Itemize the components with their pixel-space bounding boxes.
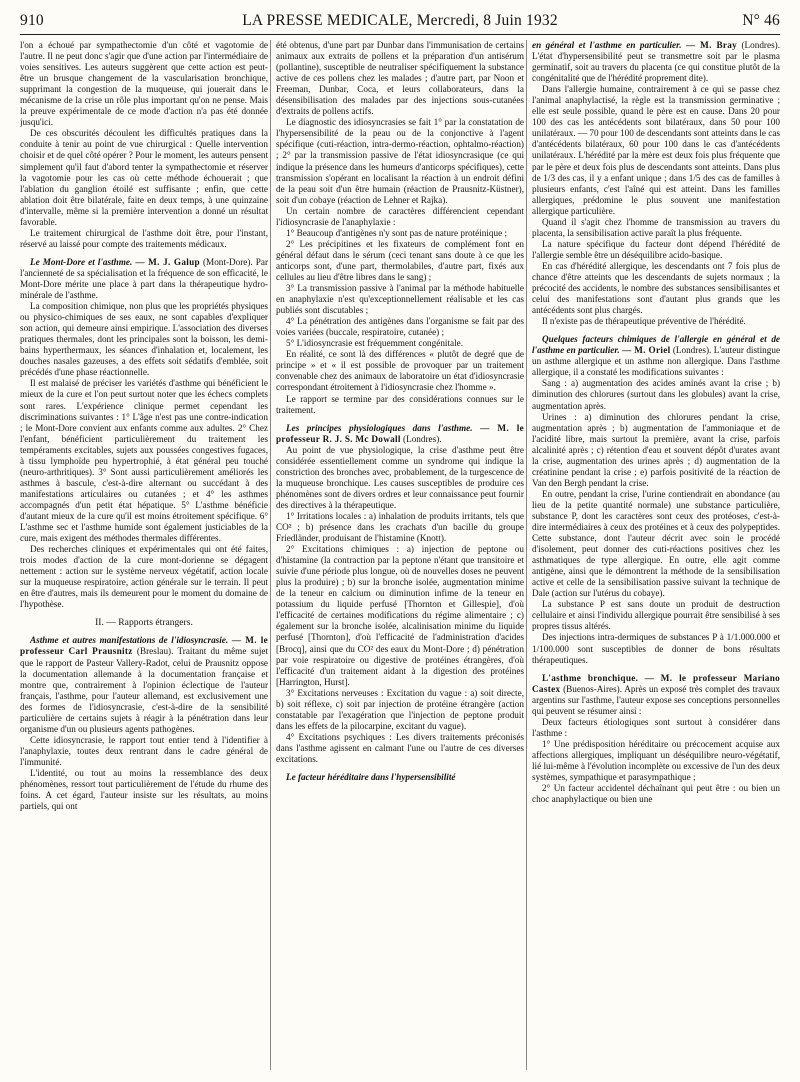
page-number: 910 <box>20 12 44 29</box>
paragraph: 1° Irritations locales : a) inhalation de produits irritants, tels que CO² ; b) présence dans les crachats d'un bacille du groupe Friedländer, produisant de l'histamine (Knott). <box>276 510 524 544</box>
paragraph: (Breslau). Traitant du même sujet que le rapport de Pasteur Vallery-Radot, celui de Prausnitz oppose la documentation allemande à la documentation française et montre que, contrairement à l'opinion éclectique de l'auteur français, l'asthme, pour l'auteur allemand, est exclusivement une des formes de l'idiosyncrasie, c'est-à-dire de la sensibilité particulière de certains sujets à réagir à la pénétration dans leur organisme d'un ou plusieurs agents pathogènes. <box>20 646 268 734</box>
paragraph: l'on a échoué par sympathectomie d'un côté et vagotomie de l'autre. Il ne peut donc s'agir que d'une action par l'intermédiaire de voies sensitives. Les auteurs suggèrent que cette action est peut-être un brusque changement de la vascularisation bronchique, supprimant la congestion de la muqueuse, qui jouerait dans le mécanisme de la crise un rôle plus important qu'on ne pense. Mais la preuve expérimentale de ce mode d'action n'a pas été donnée jusqu'ici. <box>20 40 268 128</box>
paragraph: Quand il s'agit chez l'homme de transmission au travers du placenta, la sensibilisation active paraît la plus fréquente. <box>532 216 780 238</box>
article-author: — M. le professeur R. J. S. Mc Dowall <box>276 422 524 444</box>
paragraph: L'identité, ou tout au moins la ressemblance des deux phénomènes, ressort tout particulièrement de l'étude du rhume des foins. A cet égard, l'auteur insiste sur les résultats, au moins partiels, qui ont <box>20 768 268 812</box>
paragraph: Urines : a) diminution des chlorures pendant la crise, augmentation après ; b) augmentation de l'ammoniaque et de l'acidité libre, mais surtout la première, avant la crise, parfois alcalinité après ; c) rétention d'eau et souvent dépôt d'urates avant la crise, augmentation des urines après ; d) augmentation de la créatinine pendant la crise ; e) parfois positivité de la réaction de Van den Bergh pendant la crise. <box>532 411 780 488</box>
column-right <box>532 40 780 1074</box>
paragraph: De ces obscurités découlent les difficultés pratiques dans la conduite à tenir au point de vue chirurgical : Quelle intervention choisir et de quel côté opérer ? Pour le moment, les auteurs pensent simplement qu'il faut d'abord tenter la sympathectomie et réserver la vagotomie pour les cas où cette méthode échouerait ; que l'ablation du ganglion étoilé est suffisante ; enfin, que cette ablation doit être bilatérale, faite en deux temps, à une quinzaine d'intervalle, même si la première intervention a donné un résultat favorable. <box>20 128 268 227</box>
article-place: (Londres). <box>403 433 442 444</box>
article-author: — M. J. Galup <box>135 256 200 267</box>
paragraph: Au point de vue physiologique, la crise d'asthme peut être considérée essentiellement comme un syndrome qui indique la constriction des bronches avec, probablement, de la turgescence de la muqueuse bronchique. Les causes susceptibles de produire ces phénomènes sont de divers ordres et leur connaissance peut fournir des directives à la thérapeutique. <box>276 444 524 510</box>
paragraph: 5° L'idiosyncrasie est fréquemment congénitale. <box>286 338 464 349</box>
column-divider <box>270 40 271 1070</box>
paragraph: (Mont-Dore). Par l'ancienneté de sa spécialisation et la fréquence de son efficacité, le Mont-Dore mérite une place à part dans la thérapeutique hydro-minérale de l'asthme. <box>20 256 268 301</box>
article-heading-mc-dowall <box>276 423 524 445</box>
article-author: — M. Bray <box>685 40 738 50</box>
article-author: — M. le professeur Mariano Castex <box>532 672 780 694</box>
article-heading-castex <box>532 673 780 717</box>
paragraph: (Buenos-Aires). Après un exposé très complet des travaux argentins sur l'asthme, l'auteur expose ses conceptions personnelles qui peuvent se résumer ainsi : <box>532 683 780 716</box>
article-author: — M. Oriel <box>622 345 671 356</box>
column-divider <box>526 40 527 1070</box>
paragraph: Le rapport se termine par des considérations connues sur le traitement. <box>276 393 524 415</box>
paragraph: 1° Beaucoup d'antigènes n'y sont pas de nature protéinique ; <box>286 227 508 238</box>
paragraph: 4° La pénétration des antigènes dans l'organisme se fait par des voies variées (buccale, respiratoire, cutanée) ; <box>276 316 524 338</box>
paragraph: 1° Une prédisposition héréditaire ou précocement acquise aux affections allergiques, impliquant un déséquilibre neuro-végétatif, lié lui-même à l'évolution incomplète ou excessive de l'un des deux systèmes, sympathique et parasympathique ; <box>532 738 780 783</box>
article-title: Quelques facteurs chimiques de l'allergie en général et de l'asthme en particulier. <box>532 334 780 356</box>
paragraph: 3° La transmission passive à l'animal par la méthode habituelle en anaphylaxie n'est qu'exceptionnellement réalisable et les cas publiés sont discutables ; <box>276 283 524 316</box>
article-heading-prausnitz <box>20 635 268 734</box>
paragraph: 3° Excitations nerveuses : Excitation du vague : a) soit directe, b) soit réflexe, c) soit par injection de protéine étrangère (action constatable par l'exagération que l'injection de peptone produit dans les effets de la pilocarpine, excitant du vague). <box>276 687 524 731</box>
article-title: Le Mont-Dore et l'asthme. <box>30 256 133 267</box>
article-heading-hereditaire <box>276 772 524 783</box>
article-title: Asthme et autres manifestations de l'idiosyncrasie. <box>30 635 229 646</box>
article-heading-mont-dore <box>20 257 268 301</box>
article-title: L'asthme bronchique. <box>542 672 639 683</box>
article-title: Les principes physiologiques dans l'asthme. <box>286 422 473 433</box>
journal-title: LA PRESSE MEDICALE, Mercredi, 8 Juin 1932 <box>242 12 558 29</box>
section-heading: II. — Rapports étrangers. <box>95 617 193 629</box>
paragraph: 4° Excitations psychiques : Les divers traitements préconisés dans l'asthme agissent en calmant l'une ou l'autre de ces diverses excitations. <box>276 731 524 764</box>
column-left <box>20 40 268 1074</box>
paragraph: Il est malaisé de préciser les variétés d'asthme qui bénéficient le mieux de la cure et l'on peut surtout noter que les échecs complets sont rares. L'expérience clinique permet cependant les discriminations suivantes : 1° L'âge n'est pas une contre-indication ; le Mont-Dore convient aux enfants comme aux adultes. 2° Chez l'enfant, bénéficient particulièrement du traitement les tempéraments excitables, sujets aux poussées congestives fugaces, à tissu lymphoïde peu hypertrophié, à état général peu touché (neuro-arthritiques). 3° Sont aussi particulièrement améliorés les asthmes à bascule, c'est-à-dire alternant ou succédant à des manifestations articulaires ou cutanées ; et 4° les asthmes accompagnés d'un petit état hépatique. 5° L'asthme bénéficie d'autant mieux de la cure qu'il est moins étroitement spécifique. 6° L'asthme sec et l'asthme humide sont également justiciables de la cure, mais exigent des méthodes thermales différentes. <box>20 378 268 544</box>
paragraph: Des injections intra-dermiques de substances P à 1/1.000.000 et 1/100.000 sont susceptibles de donner de bons résultats thérapeutiques. <box>532 632 780 665</box>
article-heading-oriel <box>532 334 780 378</box>
paragraph: Le traitement chirurgical de l'asthme doit être, pour l'instant, réservé au laissé pour compte des traitements médicaux. <box>20 227 268 249</box>
page-header <box>20 12 780 36</box>
paragraph: été obtenus, d'une part par Dunbar dans l'immunisation de certains animaux aux extraits de pollens et la préparation d'un antisérum (pollantine), susceptible de neutraliser spécifiquement la substance active de ces pollens chez les malades ; d'autre part, par Noon et Freeman, Dunbar, Coca, et leurs collaborateurs, dans la désensibilisation des malades par des injections sous-cutanées d'extraits de pollens actifs. <box>276 40 524 117</box>
paragraph: En outre, pendant la crise, l'urine contiendrait en abondance (au lieu de la petite quantité normale) une substance particulière, substance P, dont les caractères sont ceux des protéoses, c'est-à-dire intermédiaires à ceux des protéines et à ceux des polypeptides. Cette substance, dont l'auteur décrit avec soin le procédé d'isolement, peut donner des cuti-réactions positives chez les asthmatiques de type allergique. En outre, elle agit comme antigène, ainsi que le démontrent la méthode de la sensibilisation active et celle de la sensibilisation passive suivant la technique de Dale (action sur l'utérus du cobaye). <box>532 488 780 599</box>
paragraph: Un certain nombre de caractères différencient cependant l'idiosyncrasie de l'anaphylaxie : <box>276 205 524 227</box>
paragraph: (Londres). L'auteur distingue un asthme allergique et un asthme non allergique. Dans l'asthme allergique, il a constaté les modifications suivantes : <box>532 345 780 378</box>
paragraph: La composition chimique, non plus que les propriétés physiques ou physico-chimiques de ses eaux, ne sont capables d'expliquer son action, qui demeure ainsi empirique. L'association des diverses pratiques thermales, dont les principales sont la boisson, les demi-bains hyperthermaux, les séances d'inhalation et, localement, les douches nasales gazeuses, a des effets soit sédatifs d'emblée, soit précédés d'une phase réactionnelle. <box>20 301 268 378</box>
paragraph: 2° Un facteur accidentel déchaînant qui peut être : ou bien un choc anaphylactique ou bien une <box>532 783 780 805</box>
paragraph: Deux facteurs étiologiques sont surtout à considérer dans l'asthme : <box>532 716 780 738</box>
paragraph: (Londres). L'état d'hypersensibilité peut se transmettre soit par le plasma germinatif, soit au travers du placenta (ce qui constitue plutôt de la congénitalité que de l'hérédité proprement dite). <box>532 40 780 84</box>
paragraph: Dans l'allergie humaine, contrairement à ce qui se passe chez l'animal anaphylactisé, la règle est la transmission germinative ; elle est seule possible, quand le père est en cause. Dans 20 pour 100 des cas les antécédents sont bilatéraux, dans 50 pour 100 unilatéraux. — 70 pour 100 de descendants sont atteints dans le cas d'antécédents bilatéraux, 60 pour 100 dans le cas d'antécédents unilatéraux. L'hérédité par la mère est deux fois plus fréquente que par le père et deux fois plus de descendants sont atteints. Dans plus de 1/3 des cas, il y a enfant unique ; dans 1/5 des cas de familles à plusieurs enfants, c'est l'aîné qui est atteint. Dans les familles allergiques, prédomine le plus souvent une manifestation allergique particulière. <box>532 84 780 216</box>
article-heading-bray <box>532 40 780 84</box>
paragraph: Il n'existe pas de thérapeutique préventive de l'hérédité. <box>542 316 746 327</box>
paragraph: En cas d'hérédité allergique, les descendants ont 7 fois plus de chance d'être atteints que les descendants de sujets normaux ; la précocité des accidents, le nombre des substances sensibilisantes et celui des manifestations sont d'autant plus grands que les antécédents sont plus chargés. <box>532 260 780 316</box>
article-title: en général et l'asthme en particulier. <box>532 40 682 50</box>
paragraph: Cette idiosyncrasie, le rapport tout entier tend à l'identifier à l'anaphylaxie, toutes deux rentrant dans le cadre général de l'immunité. <box>20 734 268 767</box>
issue-number: N° 46 <box>742 12 780 29</box>
paragraph: 2° Excitations chimiques : a) injection de peptone ou d'histamine (la contraction par la peptone n'étant que transitoire et suivie d'une période plus longue, où de nouvelles doses ne peuvent plus la produire) ; b) sur la bronche isolée, augmentation minime de la teneur en calcium ou diminution infime de la teneur en potassium du liquide perfusé [Thornton et Gillespie], d'où l'efficacité de certaines modifications du régime alimentaire ; c) également sur la bronche isolée, alcalinisation minime du liquide perfusé [Thornton], d'où l'efficacité de l'administration d'acides [Brocq], ainsi que du CO² des eaux du Mont-Dore ; d) pénétration par voie respiratoire ou digestive de protéines étrangères, d'où l'efficacité d'un traitement aidant à la digestion des protéines [Harrington, Hurst]. <box>276 544 524 687</box>
paragraph: 2° Les précipitines et les fixateurs de complément font en général défaut dans le sérum (ceci tenant sans doute à ce que les anticorps sont, d'une part, thermolabiles, d'autre part, fixés aux cellules au lieu d'être libres dans le sang) ; <box>276 238 524 282</box>
header-rule <box>20 34 780 35</box>
paragraph: Le diagnostic des idiosyncrasies se fait 1° par la constatation de l'hypersensibilité de la peau ou de la conjonctive à l'agent spécifique (cuti-réaction, intra-dermo-réaction, ophtalmo-réaction) ; 2° par la transmission passive de l'état idiosyncrasique (ce qui indique la présence dans les humeurs d'anticorps spécifiques), cette transmission s'opérant en localisant la réaction à un endroit défini de la peau soit d'un être humain (réaction de Prausnitz-Küstner), soit d'un cobaye (réaction de Lehner et Rajka). <box>276 117 524 205</box>
paragraph: Des recherches cliniques et expérimentales qui ont été faites, trois modes d'action de la cure mont-dorienne se dégagent nettement : action sur le système nerveux végétatif, action locale sur la muqueuse respiratoire, action générale sur le terrain. Il peut en être d'autres, mais ils demeurent pour le moment du domaine de l'hypothèse. <box>20 544 268 610</box>
paragraph: En réalité, ce sont là des différences « plutôt de degré que de principe » et « il est possible de provoquer par un traitement convenable chez des animaux de laboratoire un état d'idiosyncrasie correspondant étroitement à l'idiosyncrasie chez l'homme ». <box>276 349 524 393</box>
article-title: Le facteur héréditaire dans l'hypersensibilité <box>286 772 456 783</box>
paragraph: La nature spécifique du facteur dont dépend l'hérédité de l'allergie semble être un déséquilibre acido-basique. <box>532 238 780 260</box>
column-middle <box>276 40 524 1074</box>
paragraph: La substance P est sans doute un produit de destruction cellulaire et ainsi l'individu allergique pourrait être sensibilisé à ses propres tissus altérés. <box>532 599 780 632</box>
paragraph: Sang : a) augmentation des acides aminés avant la crise ; b) diminution des chlorures (surtout dans les globules) avant la crise, augmentation après. <box>532 378 780 411</box>
article-author: — M. le professeur Carl Prausnitz <box>20 635 268 657</box>
